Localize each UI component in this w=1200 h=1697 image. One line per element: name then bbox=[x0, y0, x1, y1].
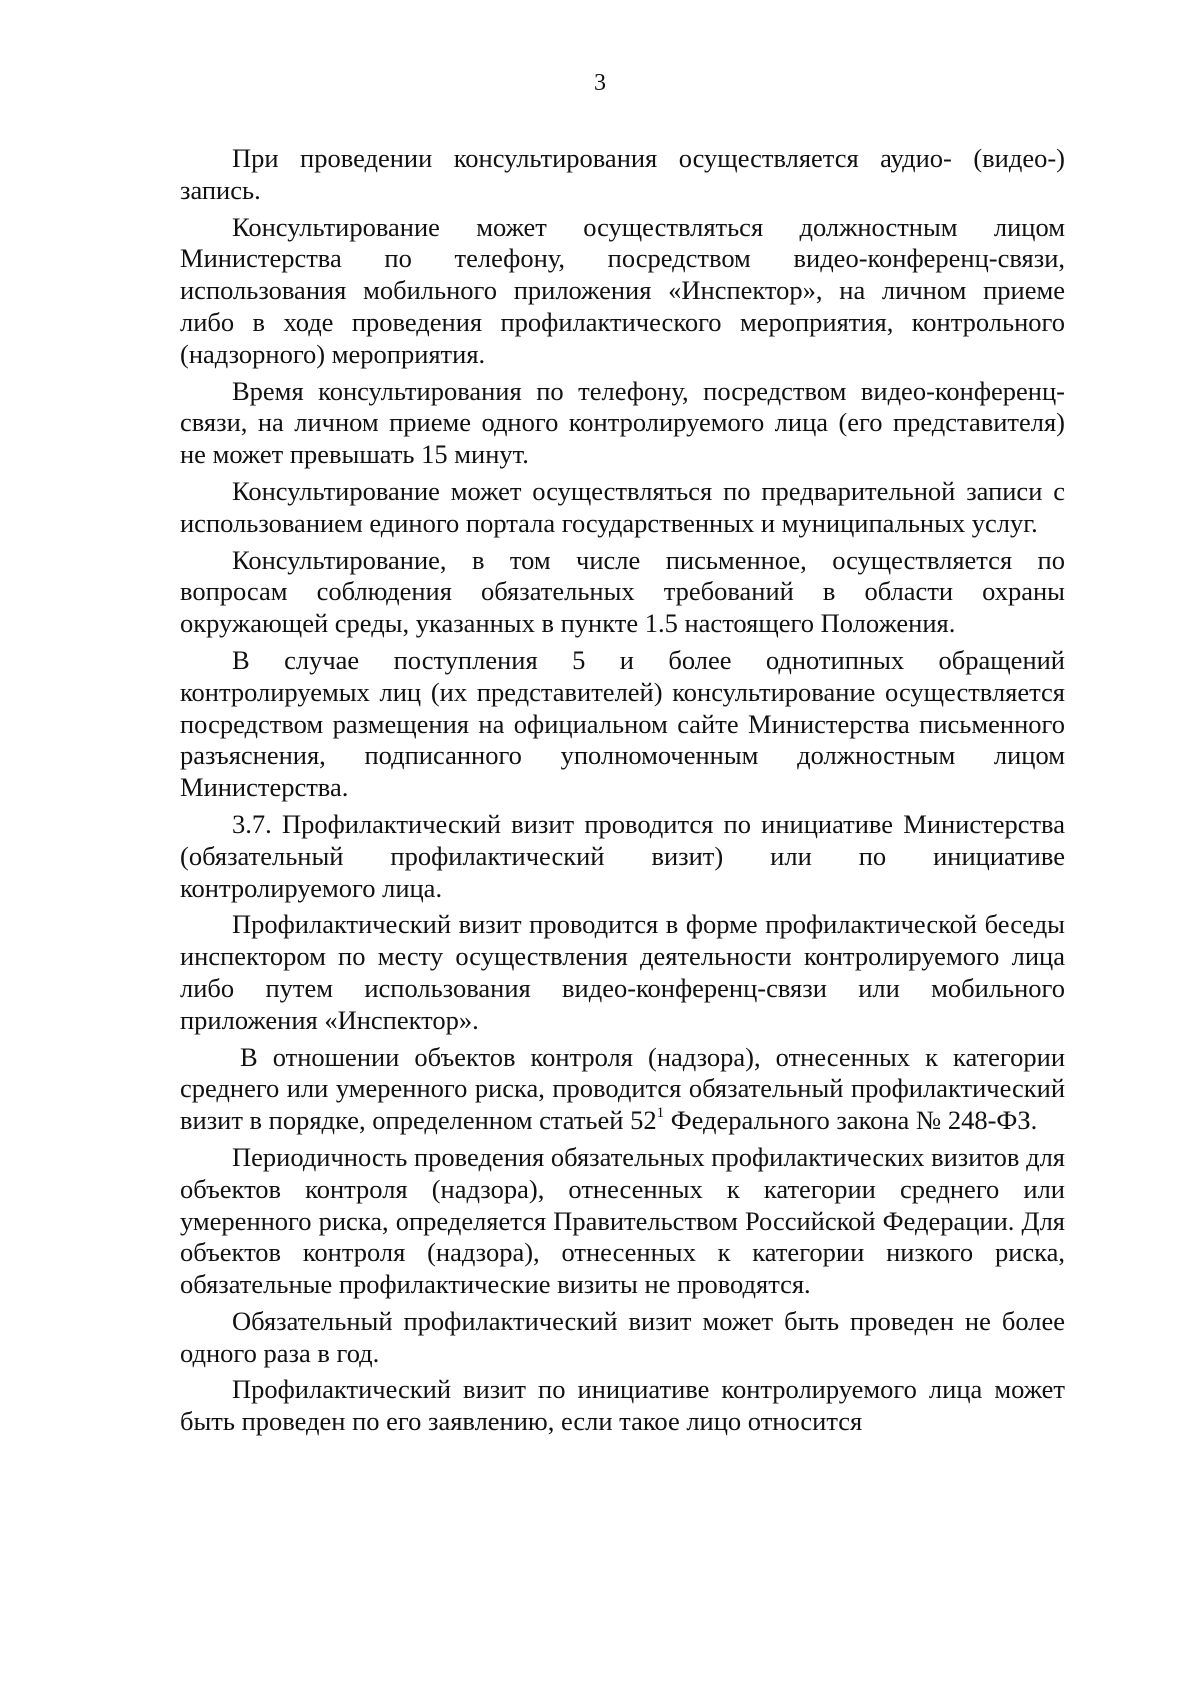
paragraph-visit-by-request: Профилактический визит по инициативе контролируемого лица может быть проведен по его заявлению, если такое лицо относится bbox=[180, 1374, 1065, 1437]
document-body bbox=[180, 143, 1065, 1443]
paragraph-visit-form: Профилактический визит проводится в форме профилактической беседы инспектором по месту осуществления деятельности контролируемого лица либо путем использования видео-конференц-связи или мобильного приложения «Инспектор». bbox=[180, 909, 1065, 1035]
paragraph-consulting-channels: Консультирование может осуществляться должностным лицом Министерства по телефону, посредством видео-конференц-связи, использования мобильного приложения «Инспектор», на личном приеме либо в ходе проведения профилактического мероприятия, контрольного (надзорного) мероприятия. bbox=[180, 211, 1065, 369]
page-number: 3 bbox=[594, 70, 606, 96]
paragraph-section-3-7: 3.7. Профилактический визит проводится по инициативе Министерства (обязательный профилактический визит) или по инициативе контролируемого лица. bbox=[180, 808, 1065, 903]
paragraph-visit-frequency: Периодичность проведения обязательных профилактических визитов для объектов контроля (надзора), отнесенных к категории среднего или умеренного риска, определяется Правительством Российской Федерации. Для объектов контроля (надзора), отнесенных к категории низкого риска, обязательные профилактические визиты не проводятся. bbox=[180, 1141, 1065, 1300]
paragraph-consulting-time: Время консультирования по телефону, посредством видео-конференц-связи, на личном приеме одного контролируемого лица (его представителя) не может превышать 15 минут. bbox=[180, 375, 1065, 470]
paragraph-written-consulting: Консультирование, в том числе письменное, осуществляется по вопросам соблюдения обязательных требований в области охраны окружающей среды, указанных в пункте 1.5 настоящего Положения. bbox=[180, 544, 1065, 639]
paragraph-audio-recording: При проведении консультирования осуществляется аудио- (видео-) запись. bbox=[180, 143, 1065, 205]
paragraph-visit-category bbox=[180, 1042, 1065, 1137]
paragraph-once-a-year: Обязательный профилактический визит может быть проведен не более одного раза в год. bbox=[180, 1305, 1065, 1368]
visit-category-text: В отношении объектов контроля (надзора), отнесенных к категории среднего или умеренного риска, проводится обязательный профилактический визит в порядке, определенном статьей 52 bbox=[180, 1041, 1065, 1136]
article-superscript: 1 bbox=[656, 1105, 665, 1122]
paragraph-multiple-requests: В случае поступления 5 и более однотипных обращений контролируемых лиц (их представителей) консультирование осуществляется посредством размещения на официальном сайте Министерства письменного разъяснения, подписанного уполномоченным должностным лицом Министерства. bbox=[180, 644, 1065, 803]
visit-category-law: Федерального закона № 248-ФЗ. bbox=[664, 1105, 1038, 1136]
paragraph-preliminary-booking: Консультирование может осуществляться по предварительной записи с использованием единого портала государственных и муниципальных услуг. bbox=[180, 475, 1065, 538]
